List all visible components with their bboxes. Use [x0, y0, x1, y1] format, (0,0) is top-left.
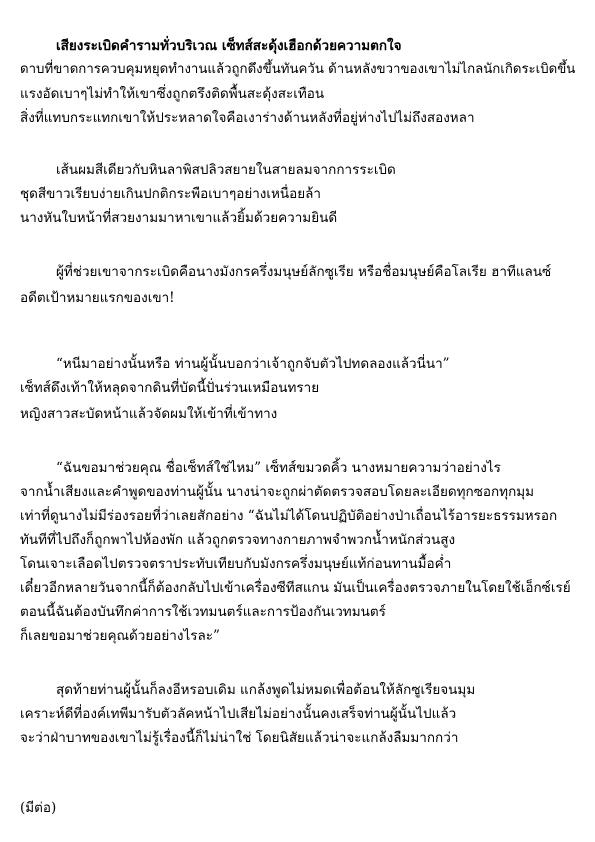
paragraph-5-line-7: ตอนนี้ฉันต้องบันทึกค่าการใช้เวทมนตร์และการป้องกันเวทมนตร์: [20, 604, 386, 620]
paragraph-1-line-4: สิ่งที่แทบกระแทกเขาให้ประหลาดใจคือเงาร่างด้านหลังที่อยู่ห่างไปไม่ถึงสองหลา: [20, 110, 475, 126]
continued-note: (มีต่อ): [20, 800, 57, 816]
paragraph-1-line-3: แรงอัดเบาๆไม่ทำให้เขาซึ่งถูกตรึงติดพื้นสะดุ้งสะเทือน: [20, 86, 325, 102]
paragraph-2-line-1: เส้นผมสีเดียวกับหินลาพิสปลิวสยายในสายลมจากการระเบิด: [56, 162, 396, 178]
paragraph-4-line-2: เซ็ทส์ดึงเท้าให้หลุดจากดินที่บัดนี้ปั่นร่วนเหมือนทราย: [20, 380, 320, 396]
paragraph-2-line-2: ชุดสีขาวเรียบง่ายเกินปกติกระพือเบาๆอย่างเหนื่อยล้า: [20, 186, 322, 202]
paragraph-3-line-2: อดีตเป้าหมายแรกของเขา!: [20, 290, 175, 306]
paragraph-4-line-3: หญิงสาวสะบัดหน้าแล้วจัดผมให้เข้าที่เข้าทาง: [20, 406, 278, 422]
paragraph-2-line-3: นางหันใบหน้าที่สวยงามมาหาเขาแล้วยิ้มด้วยความยินดี: [20, 210, 338, 226]
paragraph-6-line-2: เคราะห์ดีที่องค์เทพีมารับตัวลัคหน้าไปเสียไม่อย่างนั้นคงเสร็จท่านผู้นั้นไปแล้ว: [20, 706, 457, 722]
paragraph-5-line-8: ก็เลยขอมาช่วยคุณด้วยอย่างไรละ”: [20, 628, 220, 644]
paragraph-1-line-2: ดาบที่ขาดการควบคุมหยุดทำงานแล้วถูกดึงขึ้นทันควัน ด้านหลังขวาของเขาไม่ไกลนักเกิดระเบิดขึ้น: [20, 62, 576, 77]
paragraph-5-line-1: “ฉันขอมาช่วยคุณ ชื่อเซ็ทส์ใช่ไหม” เซ็ทส์ขมวดคิ้ว นางหมายความว่าอย่างไร: [56, 460, 501, 476]
paragraph-1-line-1: เสียงระเบิดคำรามทั่วบริเวณ เซ็ทส์สะดุ้งเฮือกด้วยความตกใจ: [56, 38, 402, 54]
paragraph-4-line-1: “หนีมาอย่างนั้นหรือ ท่านผู้นั้นบอกว่าเจ้าถูกจับตัวไปทดลองแล้วนี่นา”: [56, 356, 450, 372]
paragraph-6-line-1: สุดท้ายท่านผู้นั้นก็ลงอีหรอบเดิม แกล้งพูดไม่หมดเพื่อต้อนให้ลักซูเรียจนมุม: [56, 682, 476, 698]
paragraph-3-line-1: ผู้ที่ช่วยเขาจากระเบิดคือนางมังกรครึ่งมนุษย์ลักซูเรีย หรือชื่อมนุษย์คือโลเรีย ฮาทีแลนซ์: [56, 264, 552, 280]
paragraph-5-line-4: ทันทีที่ไปถึงก็ถูกพาไปห้องพัก แล้วถูกตรวจทางกายภาพจำพวกน้ำหนักส่วนสูง: [20, 532, 456, 548]
paragraph-5-line-6: เดี๋ยวอีกหลายวันจากนี้ก็ต้องกลับไปเข้าเครื่องซีทีสแกน มันเป็นเครื่องตรวจภายในโดยใช้เอ็กซ์เรย์: [20, 580, 571, 596]
paragraph-5-line-2: จากน้ำเสียงและคำพูดของท่านผู้นั้น นางน่าจะถูกผ่าตัดตรวจสอบโดยละเอียดทุกซอกทุกมุม: [20, 484, 535, 500]
paragraph-6-line-3: จะว่าฝ่าบาทของเขาไม่รู้เรื่องนี้ก็ไม่น่าใช่ โดยนิสัยแล้วน่าจะแกล้งลืมมากกว่า: [20, 730, 459, 746]
paragraph-5-line-3: เท่าที่ดูนางไม่มีร่องรอยที่ว่าเลยสักอย่าง “ฉันไม่ได้โดนปฏิบัติอย่างป่าเถื่อนไร้อารยะธรรมหรอก: [20, 508, 558, 524]
paragraph-5-line-5: โดนเจาะเลือดไปตรวจตราประทับเทียบกับมังกรครึ่งมนุษย์แท้ก่อนทานมื้อค่ำ: [20, 556, 452, 572]
